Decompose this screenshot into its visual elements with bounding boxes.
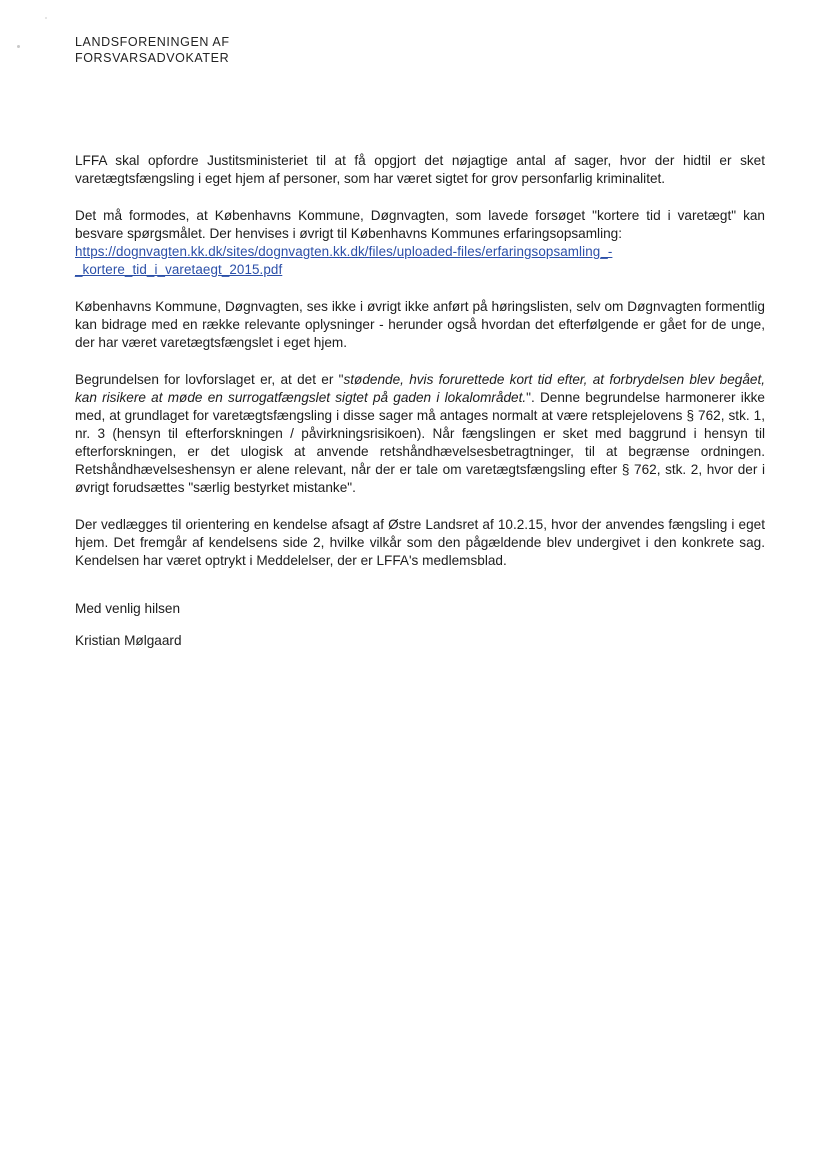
report-link[interactable] <box>75 243 765 279</box>
letter-body <box>75 152 765 664</box>
paragraph-5 <box>75 516 765 570</box>
paragraph-3 <box>75 298 765 352</box>
paragraph-3-text: Københavns Kommune, Døgnvagten, ses ikke i øvrigt ikke anført på høringslisten, selv om Døgnvagten formentlig kan bidrage med en række relevante oplysninger - herunder også hvordan det efterfølgende er gået for de unge, der har været varetægtsfængslet i eget hjem. <box>75 299 765 350</box>
closing <box>75 600 765 650</box>
paragraph-2 <box>75 207 765 279</box>
paragraph-1 <box>75 152 765 188</box>
scan-speck <box>17 45 20 48</box>
paragraph-4-quote: stødende, hvis forurettede kort tid efter, at forbrydelsen blev begået, kan risikere at møde en surrogatfængslet sigtet på gaden i lokalområdet. <box>75 372 765 405</box>
report-link-line-2: _kortere_tid_i_varetaegt_2015.pdf <box>75 262 283 277</box>
letterhead-line-1: LANDSFORENINGEN AF <box>75 35 230 49</box>
paragraph-5-text: Der vedlægges til orientering en kendelse afsagt af Østre Landsret af 10.2.15, hvor der anvendes fængsling i eget hjem. Det fremgår af kendelsens side 2, hvilke vilkår som den pågældende blev undergivet i den konkrete sag. Kendelsen har været optrykt i Meddelelser, der er LFFA's medlemsblad. <box>75 517 765 568</box>
paragraph-1-text: LFFA skal opfordre Justitsministeriet til at få opgjort det nøjagtige antal af sager, hvor der hidtil er sket varetægtsfængsling i eget hjem af personer, som har været sigtet for grov personfarlig kriminalitet. <box>75 153 765 186</box>
letterhead <box>75 34 230 66</box>
signature-name: Kristian Mølgaard <box>75 633 182 648</box>
paragraph-4-post: ". Denne begrundelse harmonerer ikke med, at grundlaget for varetægtsfængsling i disse sager må antages normalt at være retsplejelovens § 762, stk. 1, nr. 3 (hensyn til efterforskningen / påvirkningsrisikoen). Når fængslingen er sket med baggrund i hensyn til efterforskningen, er det ulogisk at anvende retshåndhævelsesbetragtninger, til at begrænse ordningen. Retshåndhævelseshensyn er alene relevant, når der er tale om varetægtsfængsling efter § 762, stk. 2, hvor der i øvrigt forudsættes "særlig bestyrket mistanke". <box>75 390 765 495</box>
paragraph-4 <box>75 371 765 497</box>
report-link-line-1: https://dognvagten.kk.dk/sites/dognvagten.kk.dk/files/uploaded-files/erfaringsopsamling_- <box>75 244 613 259</box>
paragraph-4-text <box>75 371 765 497</box>
scan-speck <box>45 17 47 19</box>
letterhead-line-2: FORSVARSADVOKATER <box>75 51 230 65</box>
paragraph-2-text: Det må formodes, at Københavns Kommune, Døgnvagten, som lavede forsøget "kortere tid i varetægt" kan besvare spørgsmålet. Der henvises i øvrigt til Københavns Kommunes erfaringsopsamling: <box>75 208 765 241</box>
closing-greeting: Med venlig hilsen <box>75 601 181 616</box>
paragraph-4-pre: Begrundelsen for lovforslaget er, at det er " <box>75 372 344 387</box>
